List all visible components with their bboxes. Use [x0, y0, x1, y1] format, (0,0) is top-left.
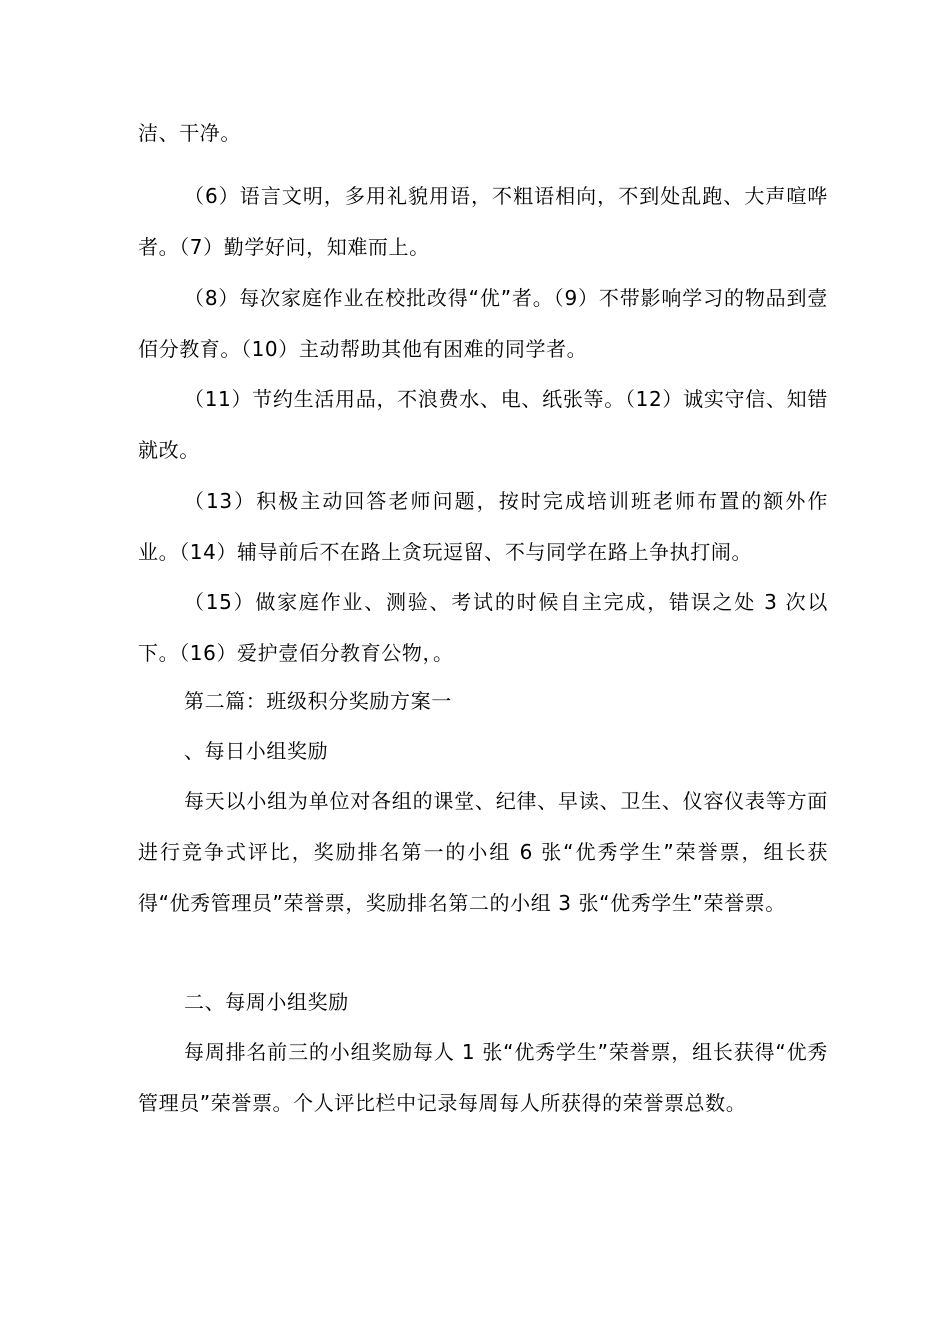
- paragraph-weekly-reward: 每周排名前三的小组奖励每人 1 张“优秀学生”荣誉票，组长获得“优秀管理员”荣誉票。个人评比栏中记录每周每人所获得的荣誉票总数。: [138, 1040, 828, 1115]
- paragraph-item-15-16: （15）做家庭作业、测验、考试的时候自主完成，错误之处 3 次以下。（16）爱护壹佰分教育公物，。: [138, 590, 828, 665]
- paragraph-item-11-12: （11）节约生活用品，不浪费水、电、纸张等。（12）诚实守信、知错就改。: [138, 387, 828, 462]
- subheading-daily-reward: 、每日小组奖励: [184, 739, 329, 763]
- subheading-weekly-reward: 二、每周小组奖励: [184, 990, 349, 1014]
- paragraph-item-6-7: （6）语言文明，多用礼貌用语，不粗语相向，不到处乱跑、大声喧哗者。（7）勤学好问，知难而上。: [138, 184, 828, 259]
- paragraph-continuation: 洁、干净。: [138, 121, 241, 145]
- paragraph-daily-reward: 每天以小组为单位对各组的课堂、纪律、早读、卫生、仪容仪表等方面进行竞争式评比，奖励排名第一的小组 6 张“优秀学生”荣誉票，组长获得“优秀管理员”荣誉票，奖励排名第二的小组 3 张“优秀学生”荣誉票。: [138, 789, 828, 915]
- paragraph-item-13-14: （13）积极主动回答老师问题，按时完成培训班老师布置的额外作业。（14）辅导前后不在路上贪玩逗留、不与同学在路上争执打闹。: [138, 489, 828, 564]
- section-heading: 第二篇：班级积分奖励方案一: [184, 689, 452, 713]
- paragraph-item-8-10: （8）每次家庭作业在校批改得“优”者。（9）不带影响学习的物品到壹佰分教育。（10）主动帮助其他有困难的同学者。: [138, 286, 828, 361]
